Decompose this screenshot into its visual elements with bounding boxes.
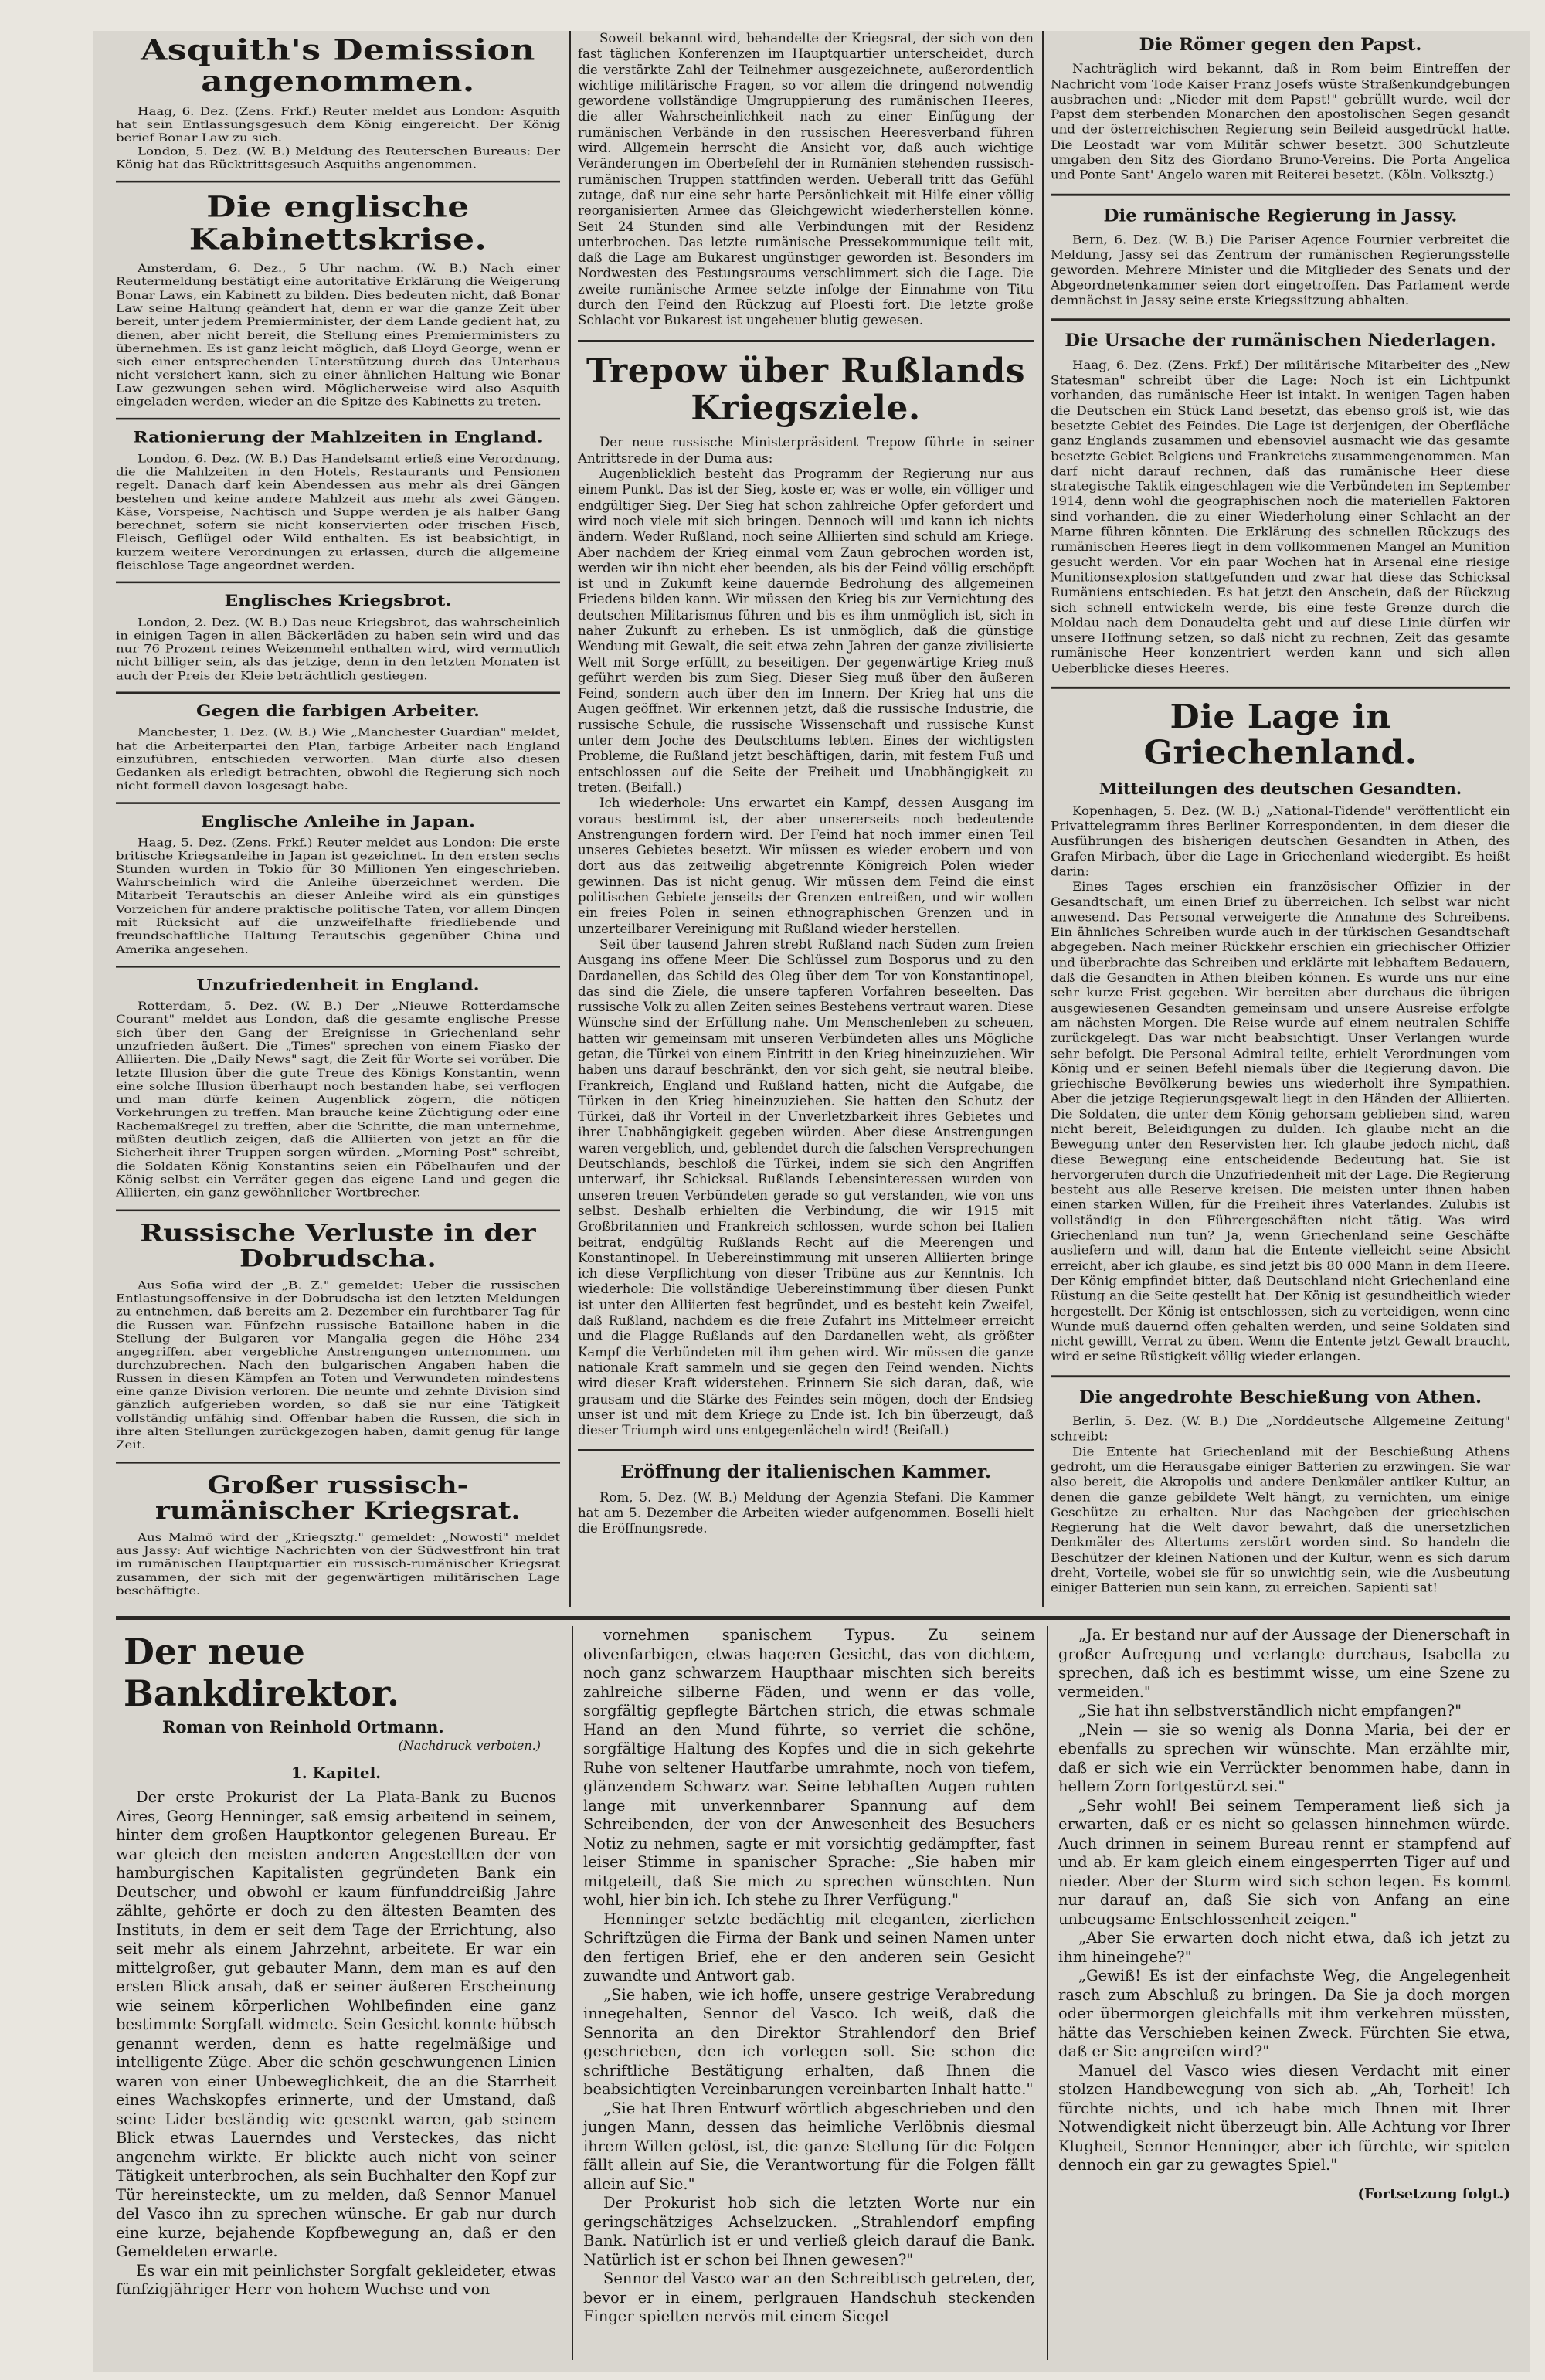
column-1: [116, 31, 560, 1607]
article: [116, 1462, 560, 1598]
chapter-heading: 1. Kapitel.: [290, 1764, 382, 1782]
article-paragraph: Haag, 5. Dez. (Zens. Frkf.) Reuter meldet aus London: Die erste britische Kriegsanleihe in Japan ist gezeichnet. In den ersten sechs Stunden wurden in Tokio für 30 Millionen Yen eingeschrieben. Wahrscheinlich wird die Anleihe überzeichnet werden. Die Mitarbeit Terautschis an dieser Anleihe wird als ein günstiges Vorzeichen für andere praktische politische Taten, vor allem Dingen mit Rücksicht auf die unzweifelhafte friedliebende und freundschaftliche Haltung Terautschis gegenüber China und Amerika angesehen.: [116, 836, 560, 956]
article-title: Englisches Kriegsbrot.: [224, 592, 452, 610]
article-title: Die Römer gegen den Papst.: [1139, 34, 1422, 55]
article-paragraph: Kopenhagen, 5. Dez. (W. B.) „National-Tidende" veröffentlicht ein Privattelegramm ihres Berliner Korrespondenten, in dem dieser die Ausführungen des bisherigen deutschen Gesandten in Athen, des Grafen Mirbach, über die Lage in Griechenland wiedergibt. Es heißt darin:: [1051, 803, 1510, 879]
novel-paragraph: „Sehr wohl! Bei seinem Temperament ließ sich ja erwarten, daß er es nicht so gelassen hinnehmen würde. Auch drinnen in seinem Bureau rennt er stampfend auf und ab. Er kam gleich einem eingesperrten Tiger auf und nieder. Aber der Sturm wird sich schon legen. Es kommt nur darauf an, daß Sie sich von Anfang an eine unbeugsame Entschlossenheit zeigen.": [1058, 1796, 1510, 1928]
novel-col-2: [583, 1626, 1035, 2327]
article-separator: [116, 418, 560, 420]
article-separator: [116, 802, 560, 804]
article: [1051, 1375, 1510, 1596]
article-title: Die Lage in Griechenland.: [1143, 698, 1418, 772]
article-paragraph: Rotterdam, 5. Dez. (W. B.) Der „Nieuwe Rotterdamsche Courant" meldet aus London, daß die gesamte englische Presse sich über den Gang der Ereignisse in Griechenland sehr unzufrieden äußert. Die „Times" sprechen von einem Fiasko der Alliierten. Die „Daily News" sagt, die Zeit für Worte sei vorüber. Die letzte Illusion über die gute Treue des Königs Konstantin, wenn eine solche Illusion überhaupt noch bestanden habe, sei verflogen und man dürfe keinen Augenblick zögern, die nötigen Vorkehrungen zu treffen. Man brauche keine Züchtigung oder eine Rachemaßregel zu treffen, aber die Schritte, die man unternehme, müßten deutlich zeigen, daß die Alliierten von jetzt an für die Sicherheit ihrer Truppen sorgen würden. „Morning Post" schreibt, die Soldaten König Konstantins seien ein Pöbelhaufen und der König selbst ein Verräter gegen das eigene Land und gegen die Alliierten, ein ganz gewöhnlicher Wortbrecher.: [116, 1000, 560, 1200]
article-paragraph: Bern, 6. Dez. (W. B.) Die Pariser Agence Fournier verbreitet die Meldung, Jassy sei das Zentrum der rumänischen Regierungsstelle geworden. Mehrere Minister und die Mitglieder des Senats und der Abgeordnetenkammer seien dort eingetroffen. Das Parlament werde demnächst in Jassy seine erste Kriegssitzung abhalten.: [1051, 233, 1510, 307]
article: [116, 181, 560, 409]
novel-paragraph: „Aber Sie erwarten doch nicht etwa, daß ich jetzt zu ihm hineingehe?": [1058, 1929, 1510, 1966]
novel-paragraph: Sennor del Vasco war an den Schreibtisch getreten, der, bevor er in einem, perlgrauen Handschuh steckenden Finger spielten nervös mit einem Siegel: [583, 2270, 1035, 2325]
novel-paragraph: „Ja. Er bestand nur auf der Aussage der Dienerschaft in großer Aufregung und verlangte durchaus, Isabella zu sprechen, daß ich es bestimmt wisse, um eine Szene zu vermeiden.": [1058, 1626, 1510, 1701]
article-paragraph: Die Entente hat Griechenland mit der Beschießung Athens gedroht, um die Herausgabe einiger Batterien zu erzwingen. Sie war also bereit, die Akropolis und andere Denkmäler antiker Kultur, an denen die ganze gebildete Welt hängt, zu vernichten, um einige Geschütze zu erhalten. Nur das Nachgeben der griechischen Regierung hat die Welt davor bewahrt, daß die unersetzlichen Denkmäler des Altertums zerstört worden sind. So handeln die Beschützer der kleinen Nationen und der Kultur, wenn es sich darum dreht, Vorteile, wobei sie für so unwichtig sein, wie die Ausbeutung einiger Batterien nun sein kann, zu erreichen. Sapienti sat!: [1051, 1444, 1510, 1595]
article-title: Gegen die farbigen Arbeiter.: [195, 702, 480, 721]
article: [578, 31, 1034, 329]
novel-title: Der neue Bankdirektor.: [124, 1631, 399, 1714]
article-separator: [116, 966, 560, 968]
article-separator: [1051, 687, 1510, 689]
article: [116, 35, 560, 171]
article: [578, 1449, 1034, 1536]
article-paragraph: Augenblicklich besteht das Programm der Regierung nur aus einem Punkt. Das ist der Sieg, koste er, was er wolle, ein völliger und endgültiger Sieg. Der Sieg hat schon zahlreiche Opfer gefordert und wird noch viele mit sich bringen. Dennoch will und kann ich nichts ändern. Weder Rußland, noch seine Alliierten sind schuld am Kriege. Aber nachdem der Krieg einmal vom Zaun gebrochen worden ist, werden wir ihn nicht eher beenden, als bis der Feind völlig erschöpft ist und in Zukunft keine dauernde Bedrohung des allgemeinen Friedens bilden kann. Wir müssen den Krieg bis zur Vernichtung des deutschen Militarismus führen und bis es ihm unmöglich ist, sich in naher Zukunft zu erheben. Es ist unmöglich, daß die günstige Wendung mit Gewalt, die seit etwa zehn Jahren der ganze zivilisierte Welt mit Sorge erfüllt, zu beseitigen. Der gegenwärtige Krieg muß geführt werden bis zum Sieg. Dieser Sieg muß über den äußeren Feind, sondern auch über den im Innern. Der Krieg hat uns die Augen geöffnet. Wir erkennen jetzt, daß die russische Industrie, die russische Schule, die russische Wissenschaft und russische Kunst unter dem Joche des Deutschtums lebten. Eines der wichtigsten Probleme, die Rußland jetzt beschäftigen, darin, mit festem Fuß und entschlossen auf die Seite der Freiheit und Unabhängigkeit zu treten. (Beifall.): [578, 467, 1034, 795]
novel-paragraph: Es war ein mit peinlichster Sorgfalt gekleideter, etwas fünfzigjähriger Herr von hohem Wuchse und von: [116, 2261, 556, 2298]
article-paragraph: Aus Malmö wird der „Kriegsztg." gemeldet: „Nowosti" meldet aus Jassy: Auf wichtige Nachrichten von der Südwestfront hin trat im rumänischen Hauptquartier ein russisch-rumänischer Kriegsrat zusammen, der sich mit der gegenwärtigen militärischen Lage beschäftigte.: [116, 1531, 560, 1597]
article: [1051, 36, 1510, 183]
article-separator: [1051, 1375, 1510, 1377]
article: [1051, 319, 1510, 677]
article-separator: [116, 582, 560, 584]
article: [116, 966, 560, 1200]
article-separator: [578, 1449, 1034, 1451]
article: [1051, 687, 1510, 1365]
article-title: Rationierung der Mahlzeiten in England.: [133, 428, 543, 446]
article-title: Die englische Kabinettskrise.: [188, 190, 487, 256]
article-paragraph: Haag, 6. Dez. (Zens. Frkf.) Reuter meldet aus London: Asquith hat sein Entlassungsgesuch dem König eingereicht. Der König berief Bonar Law zu sich.: [116, 104, 560, 144]
article-separator: [1051, 193, 1510, 195]
article: [116, 692, 560, 793]
article-paragraph: Eines Tages erschien ein französischer Offizier in der Gesandtschaft, um einen Brief zu überreichen. Ich selbst war nicht anwesend. Das Personal verweigerte die Annahme des Schreibens. Ein ähnliches Schreiben wurde auch in der türkischen Gesandtschaft abgegeben. Nach meiner Rückkehr erschien ein griechischer Offizier und überbrachte das Schreiben und erklärte mit lebhaftem Bedauern, daß die Gesandten in Athen bleiben können. Es wurde uns nur eine sehr kurze Frist gegeben. Wir bereiten aber durchaus die übrigen ausgewiesenen Gesandten gemeinsam und unsere Ausreise erfolgte am nächsten Morgen. Die Reise wurde auf einem neutralen Schiffe zurückgelegt. Das war nicht beabsichtigt. Unser Verlangen wurde sehr befolgt. Die Personal Admiral teilte, erhielt Verordnungen vom König und er seinen Befehl niemals über die Regierung davon. Die griechische Bevölkerung bewies uns wiederholt ihre Sympathien. Aber die jetzige Regierungsgewalt liegt in den Händen der Alliierten. Die Soldaten, die unter dem König gehorsam geblieben sind, waren nicht bereit, Beleidigungen zu dulden. Ich glaube nicht an die Bewegung unter den Reservisten her. Ich glaube jedoch nicht, daß diese Bewegung eine entscheidende Bedeutung hat. Sie ist hervorgerufen durch die Unzufriedenheit mit der Lage. Die Regierung besteht aus alle Reserve kreisen. Die meisten unter ihnen haben einen starken Willen, für die Freiheit ihres Vaterlandes. Zulubis ist vollständig in den Führergeschäften nicht tätig. Was wird Griechenland nun tun? Ja, wenn Griechenland seine Geschäfte ausliefern und will, dann hat die Entente vielleicht seine Absicht erreicht, aber ich glaube, es sind jetzt bis 80 000 Mann in dem Heere. Der König empfindet bitter, daß Deutschland nicht Griechenland eine Rüstung an die Seite gestellt hat. Der König ist gesundheitlich wieder hergestellt. Der König ist entschlossen, sich zu verteidigen, wenn eine Wunde muß dauernd offen gehalten werden, und seine Soldaten sind nicht gewillt, Verrat zu üben. Wenn die Entente jetzt Gewalt braucht, wird er seine Rüstigkeit völlig wieder erlangen.: [1051, 879, 1510, 1364]
column-rule: [569, 31, 571, 1607]
novel-paragraph: Manuel del Vasco wies diesen Verdacht mit einer stolzen Handbewegung von sich ab. „Ah, Torheit! Ich fürchte nichts, und ich habe mich Ihnen mit Ihrer Notwendigkeit nicht überzeugt bin. Alle Achtung vor Ihrer Klugheit, Sennor Henninger, aber ich fürchte, wir spielen dennoch ein gar zu gewagtes Spiel.": [1058, 2061, 1510, 2174]
article: [578, 340, 1034, 1439]
article-title: Asquith's Demission angenommen.: [141, 33, 535, 99]
article-paragraph: Amsterdam, 6. Dez., 5 Uhr nachm. (W. B.) Nach einer Reutermeldung bestätigt eine autoritative Erklärung die Weigerung Bonar Laws, ein Kabinett zu bilden. Dies bedeuten nicht, daß Bonar Law seine Haltung geändert hat, denn er war die ganze Zeit über bereit, unter jedem Premierminister, der dem Lande gedient hat, zu dienen, aber nicht bereit, die Stellung eines Premierministers zu übernehmen. Es ist ganz leicht möglich, daß Lloyd George, wenn er sich einer entsprechenden Unterstützung durch das Unterhaus nicht versichert kann, sich zu einer ähnlichen Haltung wie Bonar Law gezwungen sehen wird. Möglicherweise wird also Asquith eingeladen werden, wieder an die Spitze des Kabinetts zu treten.: [116, 262, 560, 409]
article-paragraph: London, 5. Dez. (W. B.) Meldung des Reuterschen Bureaus: Der König hat das Rücktrittsgesuch Asquiths angenommen.: [116, 144, 560, 171]
feuilleton-rule: [116, 1616, 1510, 1620]
article-paragraph: Der neue russische Ministerpräsident Trepow führte in seiner Antrittsrede in der Duma aus:: [578, 435, 1034, 466]
article: [116, 418, 560, 572]
column-rule: [1042, 31, 1044, 1607]
article-paragraph: London, 2. Dez. (W. B.) Das neue Kriegsbrot, das wahrscheinlich in einigen Tagen in allen Bäckerläden zu haben sein wird und das nur 76 Prozent reines Weizenmehl enthalten wird, wird vermutlich nicht billiger sein, als das jetzige, denn in den letzten Monaten ist auch der Preis der Kleie beträchtlich gestiegen.: [116, 616, 560, 682]
novel-paragraph: Der erste Prokurist der La Plata-Bank zu Buenos Aires, Georg Henninger, saß emsig arbeitend in seinem, hinter dem großen Hauptkontor gelegenen Bureau. Er war gleich den meisten anderen Angestellten der von hamburgischen Kapitalisten gegründeten Bank ein Deutscher, und obwohl er kaum fünfunddreißig Jahre zählte, gehörte er doch zu den ältesten Beamten des Instituts, in dem er seit dem Tage der Errichtung, also seit mehr als einem Jahrzehnt, arbeitete. Er war ein mittelgroßer, gut gebauter Mann, dem man es auf den ersten Blick ansah, daß er seiner äußeren Erscheinung wie seinem körperlichen Wohlbefinden eine ganz bestimmte Sorgfalt widmete. Sein Gesicht konnte hübsch genannt werden, denn es hatte regelmäßige und intelligente Züge. Aber die schön geschwungenen Linien waren von einer Unbeweglichkeit, die an die Starrheit eines Wachskopfes erinnerte, und der Umstand, daß seine Lider beständig wie gesenkt waren, gab seinem Blick etwas Lauerndes und Versteckes, das nicht angenehm wirkte. Er blickte auch nicht von seiner Tätigkeit unterbrochen, als sein Buchhalter den Kopf zur Tür hereinsteckte, um zu melden, daß Sennor Manuel del Vasco ihn zu sprechen wünsche. Er gab nur durch eine kurze, bejahende Kopfbewegung an, daß er den Gemeldeten erwarte.: [116, 1788, 556, 2260]
newspaper-page: [93, 31, 1530, 2372]
article-title: Die angedrohte Beschießung von Athen.: [1079, 1387, 1482, 1407]
article-separator: [116, 181, 560, 183]
article: [116, 1209, 560, 1452]
article-title: Unzufriedenheit in England.: [196, 976, 480, 994]
column-rule: [572, 1626, 573, 2360]
novel-paragraph: Der Prokurist hob sich die letzten Worte nur ein geringschätziges Achselzucken. „Strahlendorf empfing Bank. Natürlich ist er und verließ gleich darauf die Bank. Natürlich ist er schon bei Ihnen gewesen?": [583, 2194, 1035, 2269]
article: [116, 802, 560, 956]
article-paragraph: London, 6. Dez. (W. B.) Das Handelsamt erließ eine Verordnung, die die Mahlzeiten in den Hotels, Restaurants und Pensionen regelt. Danach darf kein Abendessen aus mehr als drei Gängen bestehen und keine andere Mahlzeit aus mehr als zwei Gängen. Käse, Vorspeise, Nachtisch und Suppe werden je als halber Gang berechnet, sofern sie nicht konservierten oder frischen Fisch, Fleisch, Geflügel oder Wild enthalten. Es ist beabsichtigt, in kurzem weitere Verordnungen zu erlassen, durch die allgemeine fleischlose Tage angeordnet werden.: [116, 452, 560, 572]
article-title: Die rumänische Regierung in Jassy.: [1103, 205, 1458, 226]
column-rule: [1047, 1626, 1048, 2360]
column-3: [1051, 31, 1510, 1607]
article-title: Russische Verluste in der Dobrudscha.: [140, 1218, 536, 1273]
article-title: Englische Anleihe in Japan.: [200, 812, 476, 830]
article-paragraph: Soweit bekannt wird, behandelte der Kriegsrat, der sich von den fast täglichen Konferenzen im Hauptquartier unterscheidet, durch die verstärkte Zahl der Teilnehmer ausgezeichnete, außerordentlich wichtige militärische Fragen, so vor allem die dringend notwendig gewordene vollständige Umgruppierung des rumänischen Heeres, die aller Wahrscheinlichkeit nach zu einer Einfügung der rumänischen Verbände in den russischen Heeresverband führen wird. Allgemein herrscht die Ansicht vor, daß auch wichtige Veränderungen im Oberbefehl der in Rumänien stehenden russisch-rumänischen Truppen stattfinden werden. Ueberall tritt das Gefühl zutage, daß nur eine sehr harte Persönlichkeit mit Hilfe einer völlig reorganisierten Armee das Gleichgewicht wiederherstellen könne. Seit 24 Stunden sind alle Verbindungen mit der Residenz unterbrochen. Das letzte rumänische Pressekommunique teilt mit, daß die Lage am Bukarest ungünstiger geworden ist. Besonders im Nordwesten des Festungsraums verschlimmert sich die Lage. Die zweite rumänische Armee setzte infolge der Einnahme von Titu durch den Feind den Rückzug auf Ploesti fort. Die letzte große Schlacht vor Bukarest ist ungeheuer blutig gewesen.: [578, 31, 1034, 328]
column-2: [578, 31, 1034, 1548]
article-paragraph: Ich wiederhole: Uns erwartet ein Kampf, dessen Ausgang im voraus bestimmt ist, der aber unsererseits noch bedeutende Anstrengungen fordern wird. Der Feind hat noch immer einen Teil unseres Gebietes besetzt. Wir müssen es wieder erobern und von dort aus das zeitweilig abgetrennte Königreich Polen wieder gewinnen. Das ist nicht genug. Wir müssen dem Feind die einst politischen Gebiete jenseits der Grenzen entreißen, und wir wollen ein freies Polen in seinen ethnographischen Grenzen und in unzerteilbarer Vereinigung mit Rußland wieder herstellen.: [578, 796, 1034, 936]
novel-byline: Roman von Reinhold Ortmann.: [162, 1717, 444, 1737]
article-paragraph: Manchester, 1. Dez. (W. B.) Wie „Manchester Guardian" meldet, hat die Arbeiterpartei den Plan, farbige Arbeiter nach England einzuführen, entschieden verworfen. Man dürfe also diesen Gedanken als erledigt betrachten, obwohl die Regierung sich noch nicht formell davon losgesagt habe.: [116, 725, 560, 793]
article-subtitle: Mitteilungen des deutschen Gesandten.: [1098, 779, 1462, 798]
article: [1051, 193, 1510, 308]
article-paragraph: Berlin, 5. Dez. (W. B.) Die „Norddeutsche Allgemeine Zeitung" schreibt:: [1051, 1414, 1510, 1444]
article-paragraph: Aus Sofia wird der „B. Z." gemeldet: Ueber die russischen Entlastungsoffensive in der Dobrudscha ist den letzten Meldungen zu entnehmen, daß bereits am 2. Dezember ein furchtbarer Tag für die Russen war. Fünfzehn russische Bataillone haben in die Stellung der Bulgaren vor Mangalia gegen die Höhe 234 angegriffen, aber vergebliche Anstrengungen unternommen, um durchzubrechen. Nach den bulgarischen Angaben haben die Russen in diesen Kämpfen an Toten und Verwundeten mindestens eine ganze Division verloren. Die neunte und zehnte Division sind gänzlich aufgerieben worden, so daß sie nur eine Tätigkeit vollständig unfähig sind. Offenbar haben die Russen, die sich in ihre alten Stellungen zurückgezogen haben, damit genug für lange Zeit.: [116, 1278, 560, 1451]
novel-paragraph: Henninger setzte bedächtig mit eleganten, zierlichen Schriftzügen die Firma der Bank und seinen Namen unter den fertigen Brief, ehe er den anderen sein Gesicht zuwandte und Antwort gab.: [583, 1910, 1035, 1984]
reprint-note: (Nachdruck verboten.): [398, 1738, 541, 1753]
novel-col-3: [1058, 1626, 1510, 2202]
novel-paragraph: „Sie haben, wie ich hoffe, unsere gestrige Verabredung innegehalten, Sennor del Vasco. Ich weiß, daß die Sennorita an den Direktor Strahlendorf den Brief geschrieben, den ich vorlegen soll. Sie schon die schriftliche Bestätigung erhalten, daß Ihnen die beabsichtigten Vereinbarungen vereinbarten Inhalt hatte.": [583, 1985, 1035, 2098]
article-paragraph: Seit über tausend Jahren strebt Rußland nach Süden zum freien Ausgang ins offene Meer. Die Schlüssel zum Bosporus und zu den Dardanellen, das Schild des Oleg über dem Tor von Konstantinopel, das sind die Ziele, die unsere tapferen Vorfahren beseelten. Das russische Volk zu allen Zeiten seines Bestehens vertraut waren. Diese Wünsche sind der Erfüllung nahe. Um Menschenleben zu scheuen, hatten wir gemeinsam mit unseren Verbündeten alles uns Mögliche getan, die Türkei von einem Eintritt in den Krieg hineinzuziehen. Wir haben uns darauf beschränkt, den vor sich geht, sie neutral bleibe. Frankreich, England und Rußland hatten, nicht die Aufgabe, die Türken in den Krieg hineinzuziehen. Sie hatten den Schutz der Türkei, daß ihr Vorteil in der Unverletzbarkeit ihres Gebietes und ihrer Unabhängigkeit gegeben würden. Aber diese Anstrengungen waren vergeblich, und, geblendet durch die falschen Versprechungen Deutschlands, beschloß die Türkei, indem sie sich den Angriffen unterwarf, ihr Schicksal. Rußlands Lebensinteressen wurden von unseren treuen Verbündeten gerade so gut verstanden, wie von uns selbst. Deshalb erhielten die Verbindung, die wir 1915 mit Großbritannien und Frankreich schlossen, wurde schon bei Italien beitrat, endgültig Rußlands Recht auf die Meerengen und Konstantinopel. In Uebereinstimmung mit unseren Alliierten bringe ich diese Verpflichtung von dieser Tribüne aus zur Kenntnis. Ich wiederhole: Die vollständige Uebereinstimmung über diesen Punkt ist unter den Alliierten fest begründet, und es besteht kein Zweifel, daß Rußland, nachdem es die freie Zufahrt ins Mittelmeer erreicht und die Flagge Rußlands auf den Dardanellen weht, als größter Kampf die Verbündeten mit ihm gehen wird. Wir müssen die ganze nationale Kraft sammeln und sie gegen den Feind wenden. Nichts wird dieser Kraft widerstehen. Erinnern Sie sich daran, daß, wie grausam und die Stärke des Feindes sein mögen, doch der Endsieg unser ist und mit dem Kriege zu Ende ist. Ich bin überzeugt, daß dieser Triumph wird uns entgegenlächeln wird! (Beifall.): [578, 936, 1034, 1438]
continuation-note: (Fortsetzung folgt.): [1357, 2185, 1510, 2202]
novel-paragraph: „Gewiß! Es ist der einfachste Weg, die Angelegenheit rasch zum Abschluß zu bringen. Da Sie ja doch morgen oder übermorgen gleichfalls mit ihm verkehren müssten, hätte das Verschieben keinen Zweck. Fürchten Sie etwa, daß er Sie angreifen wird?": [1058, 1967, 1510, 2060]
novel-paragraph: „Nein — sie so wenig als Donna Maria, bei der er ebenfalls zu sprechen wir wünschte. Man erzählte mir, daß er sich wie ein Verrückter benommen habe, dann in hellem Zorn fortgestürzt sei.": [1058, 1720, 1510, 1795]
novel-paragraph: „Sie hat Ihren Entwurf wörtlich abgeschrieben und den jungen Mann, dessen das heimliche Verlöbnis diesmal ihrem Willen gelöst, ist, die ganze Stellung für die Folgen fällt allein auf Sie, die Verantwortung für die Folgen fällt allein auf Sie.": [583, 2099, 1035, 2193]
article-separator: [116, 692, 560, 694]
article-paragraph: Nachträglich wird bekannt, daß in Rom beim Eintreffen der Nachricht vom Tode Kaiser Franz Josefs wüste Straßenkundgebungen ausbrachen und: „Nieder mit dem Papst!" gebrüllt wurde, weil der Papst dem sterbenden Monarchen den apostolischen Segen gesandt und der österreichischen Regierung sein Beileid ausgedrückt hatte. Die Leostadt war vom Militär schwer besetzt. 300 Schutzleute umgaben den Sitz des Giordano Bruno-Vereins. Die Porta Angelica und Ponte Sant' Angelo waren mit Reiterei besetzt. (Köln. Volksztg.): [1051, 61, 1510, 182]
article-separator: [578, 340, 1034, 342]
article-title: Die Ursache der rumänischen Niederlagen.: [1065, 331, 1496, 351]
article-title: Eröffnung der italienischen Kammer.: [620, 1462, 992, 1483]
novel-paragraph: vornehmen spanischem Typus. Zu seinem olivenfarbigen, etwas hageren Gesicht, das von dichtem, noch ganz schwarzem Haupthaar mischten sich bereits zahlreiche silberne Fäden, und wenn er das volle, sorgfältig gepflegte Bärtchen strich, die etwas schmale Hand an den Mund führte, so verriet die schöne, sorgfältige Haltung des Kopfes und die in sich gekehrte Ruhe von seltener Hautfarbe umrahmte, noch von tiefem, glänzendem Schwarz war. Seine lebhaften Augen ruhten lange mit unverkennbarer Spannung auf dem Schreibenden, der von der Anwesenheit des Besuchers Notiz zu nehmen, sagte er mit vorsichtig gedämpfter, fast leiser Stimme in spanischer Sprache: „Sie haben mir mitgeteilt, daß Sie mich zu sprechen wünschten. Nun wohl, hier bin ich. Ich stehe zu Ihrer Verfügung.": [583, 1626, 1035, 1909]
article: [116, 582, 560, 683]
article-paragraph: Rom, 5. Dez. (W. B.) Meldung der Agenzia Stefani. Die Kammer hat am 5. Dezember die Arbeiten wieder aufgenommen. Boselli hielt die Eröffnungsrede.: [578, 1489, 1034, 1536]
article-separator: [116, 1462, 560, 1464]
article-separator: [116, 1209, 560, 1211]
article-title: Großer russisch-rumänischer Kriegsrat.: [155, 1471, 521, 1525]
article-paragraph: Haag, 6. Dez. (Zens. Frkf.) Der militärische Mitarbeiter des „New Statesman" schreibt über die Lage: Noch ist ein Lichtpunkt vorhanden, das rumänische Heer ist intakt. In wenigen Tagen haben die Deutschen ein Stück Land besetzt, das ebenso groß ist, wie das besetzte Gebiet des Feindes. Die Lage ist derjenigen, der Oberfläche ganz Englands zusammen und ebensoviel ausmacht wie das gesamte besetzte Gebiet Belgiens und Frankreichs zusammengenommen. Man darf nicht darauf rechnen, daß das rumänische Heer diese strategische Taktik eingeschlagen wie die Verbündeten im September 1914, denn wohl die geographischen noch die materiellen Faktoren sind vorhanden, die zu einer Wiederholung einer Schlacht an der Marne führen könnten. Die Erklärung des schnellen Rückzugs des rumänischen Heeres liegt in dem vollkommenen Mangel an Munition gesucht werden. Vor ein paar Wochen hat in Arsenal eine riesige Munitionsexplosion stattgefunden und zwar hat diese das Schicksal Rumäniens entschieden. Es hat jetzt den Anschein, daß der Rückzug sich schnell entwickeln werde, bis eine feste Grenze durch die Moldau nach dem Donaudelta geht und auf diese Linie dürfen wir unsere Hoffnung setzen, so daß nicht zu rechnen, Zeit das gesamte rumänische Heer konzentriert werden kann und sich allen Ueberblicke dieses Heeres.: [1051, 358, 1510, 676]
article-separator: [1051, 319, 1510, 321]
novel-col-1: [116, 1626, 556, 2300]
novel-paragraph: „Sie hat ihn selbstverständlich nicht empfangen?": [1078, 1702, 1462, 1720]
article-title: Trepow über Rußlands Kriegsziele.: [586, 351, 1025, 429]
